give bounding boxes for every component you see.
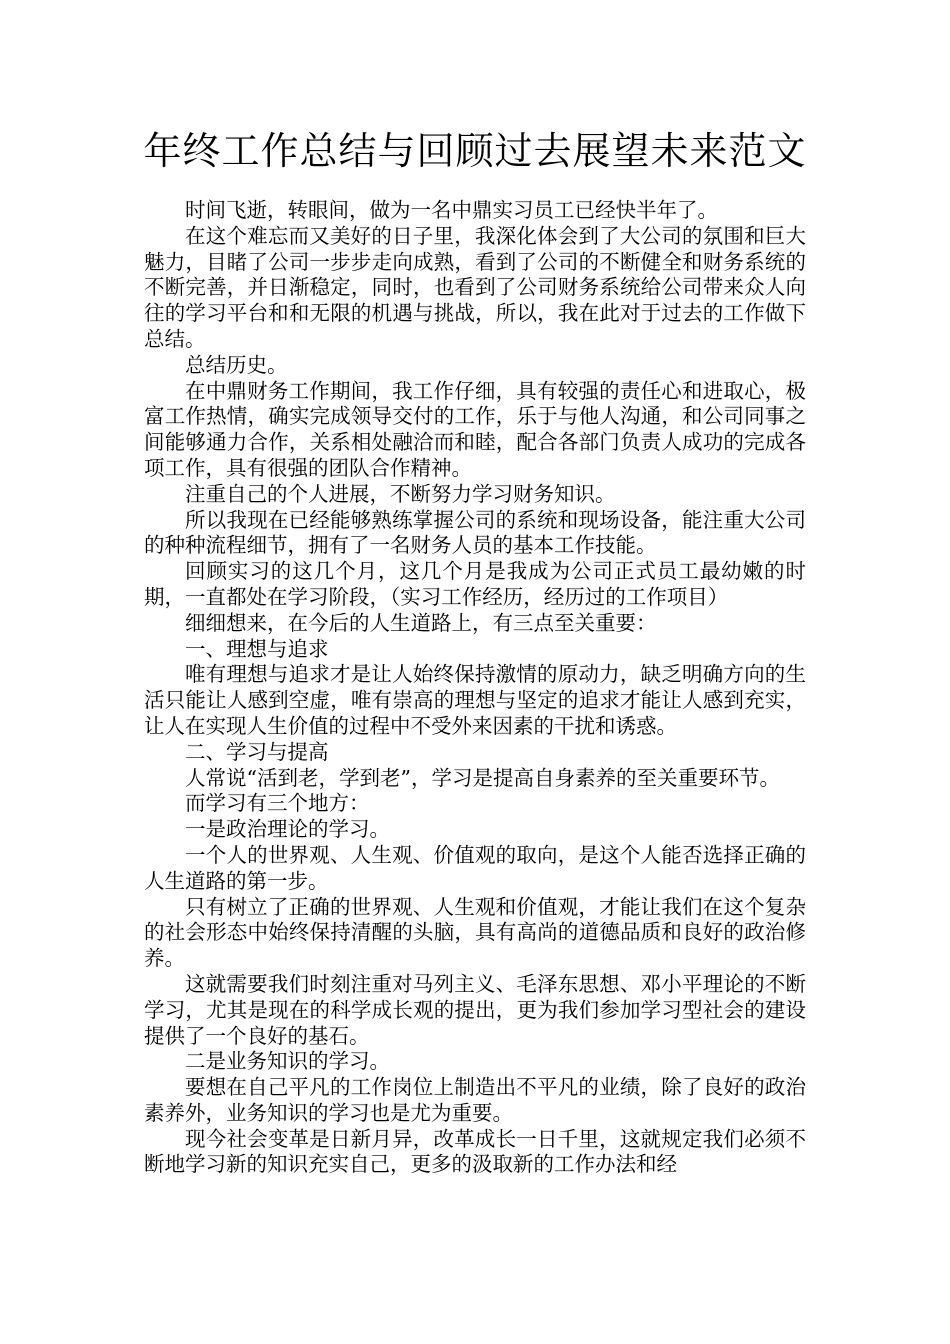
subsection-heading: 二是业务知识的学习。 [185,1049,390,1074]
paragraph: 现今社会变革是日新月异，改革成长一日千里，这就规定我们必须不断地学习新的知识充实自己，更多的汲取新的工作办法和经 [144,1126,806,1177]
document-body [144,198,806,1178]
paragraph: 唯有理想与追求才是让人始终保持激情的原动力，缺乏明确方向的生活只能让人感到空虚，唯有崇高的理想与坚定的追求才能让人感到充实，让人在实现人生价值的过程中不受外来因素的干扰和诱惑。 [144,662,806,738]
paragraph: 细细想来，在今后的人生道路上，有三点至关重要： [185,610,657,635]
paragraph: 这就需要我们时刻注重对马列主义、毛泽东思想、邓小平理论的不断学习，尤其是现在的科学成长观的提出，更为我们参加学习型社会的建设提供了一个良好的基石。 [144,971,806,1048]
paragraph: 回顾实习的这几个月，这几个月是我成为公司正式员工最幼嫩的时期，一直都处在学习阶段，（实习工作经历，经历过的工作项目） [144,559,806,609]
section-heading: 二、学习与提高 [185,739,329,764]
paragraph: 人常说“活到老，学到老”，学习是提高自身素养的至关重要环节。 [185,765,780,790]
paragraph: 一个人的世界观、人生观、价值观的取向，是这个人能否选择正确的人生道路的第一步。 [144,842,806,893]
paragraph: 在这个难忘而又美好的日子里，我深化体会到了大公司的氛围和巨大魅力，目睹了公司一步步走向成熟，看到了公司的不断健全和财务系统的不断完善，并日渐稳定，同时，也看到了公司财务系统给公司带来众人向往的学习平台和和无限的机遇与挑战，所以，我在此对于过去的工作做下总结。 [144,223,806,351]
paragraph: 注重自己的个人进展，不断努力学习财务知识。 [185,481,616,506]
paragraph: 在中鼎财务工作期间，我工作仔细，具有较强的责任心和进取心，极富工作热情，确实完成领导交付的工作，乐于与他人沟通，和公司同事之间能够通力合作，关系相处融洽而和睦，配合各部门负责人成功的完成各项工作，具有很强的团队合作精神。 [144,378,806,480]
paragraph: 要想在自己平凡的工作岗位上制造出不平凡的业绩，除了良好的政治素养外，业务知识的学习也是尤为重要。 [144,1075,806,1125]
section-heading: 一、理想与追求 [185,636,329,661]
paragraph: 时间飞逝，转眼间，做为一名中鼎实习员工已经快半年了。 [185,198,718,222]
paragraph: 只有树立了正确的世界观、人生观和价值观，才能让我们在这个复杂的社会形态中始终保持清醒的头脑，具有高尚的道德品质和良好的政治修养。 [144,894,806,971]
subsection-heading: 一是政治理论的学习。 [185,817,390,842]
paragraph: 总结历史。 [185,352,288,377]
paragraph: 而学习有三个地方： [185,791,370,816]
document-title: 年终工作总结与回顾过去展望未来范文 [143,129,807,173]
paragraph: 所以我现在已经能够熟练掌握公司的系统和现场设备，能注重大公司的种种流程细节，拥有了一名财务人员的基本工作技能。 [144,507,806,558]
